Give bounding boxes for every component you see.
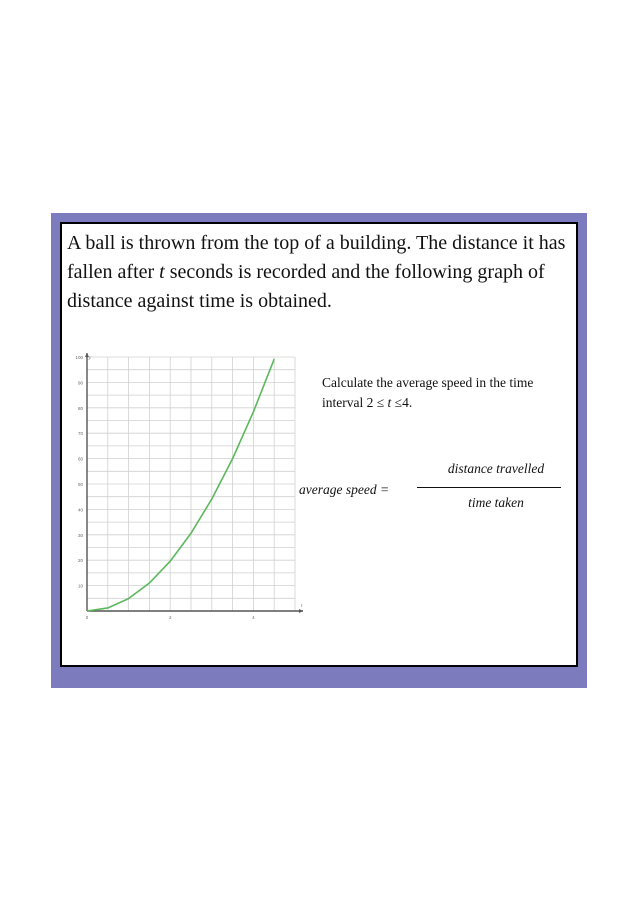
y-tick-label: 90: [77, 380, 83, 386]
question-line-1: Calculate the average speed in the time: [322, 375, 534, 390]
y-axis-symbol: y: [89, 356, 92, 361]
distance-time-graph: [75, 352, 307, 622]
x-axis-symbol: t: [301, 604, 303, 609]
formula-lhs: average speed =: [299, 482, 390, 497]
graph-axes: [85, 353, 303, 613]
question-text: [322, 373, 574, 413]
y-tick-label: 40: [77, 507, 83, 513]
le-symbol-1: ≤: [376, 395, 385, 410]
x-tick-label: 0: [85, 615, 89, 620]
y-tick-label: 80: [77, 405, 83, 411]
y-tick-label: 50: [77, 482, 83, 487]
average-speed-formula: [299, 460, 569, 520]
formula-denominator: time taken: [468, 495, 524, 510]
y-tick-label: 30: [77, 532, 83, 538]
intro-text-part-2: seconds is recorded and the following graph of distance against time is obtained.: [67, 261, 545, 312]
time-variable: t: [159, 261, 165, 283]
fraction-bar: [417, 487, 561, 488]
graph-grid: [87, 357, 295, 611]
formula-numerator: distance travelled: [447, 461, 545, 476]
interval-prefix: interval 2: [322, 395, 374, 410]
x-tick-label: 4: [252, 615, 255, 620]
interval-end: 4.: [402, 395, 413, 410]
intro-text-part-1: A ball is thrown from the top of a building. The distance it has fallen after: [67, 232, 566, 283]
slide-frame: [51, 213, 587, 688]
problem-statement: [67, 229, 572, 316]
le-symbol-2: ≤: [394, 395, 403, 410]
y-tick-label: 60: [77, 456, 83, 462]
y-tick-label: 100: [75, 355, 83, 360]
problem-card: [60, 222, 578, 667]
x-axis-arrow: [299, 609, 303, 613]
interval-variable: t: [387, 395, 392, 410]
x-tick-label: 2: [168, 615, 172, 620]
y-tick-label: 10: [77, 583, 83, 589]
y-tick-label: 70: [77, 431, 83, 437]
y-tick-label: 20: [77, 558, 83, 564]
